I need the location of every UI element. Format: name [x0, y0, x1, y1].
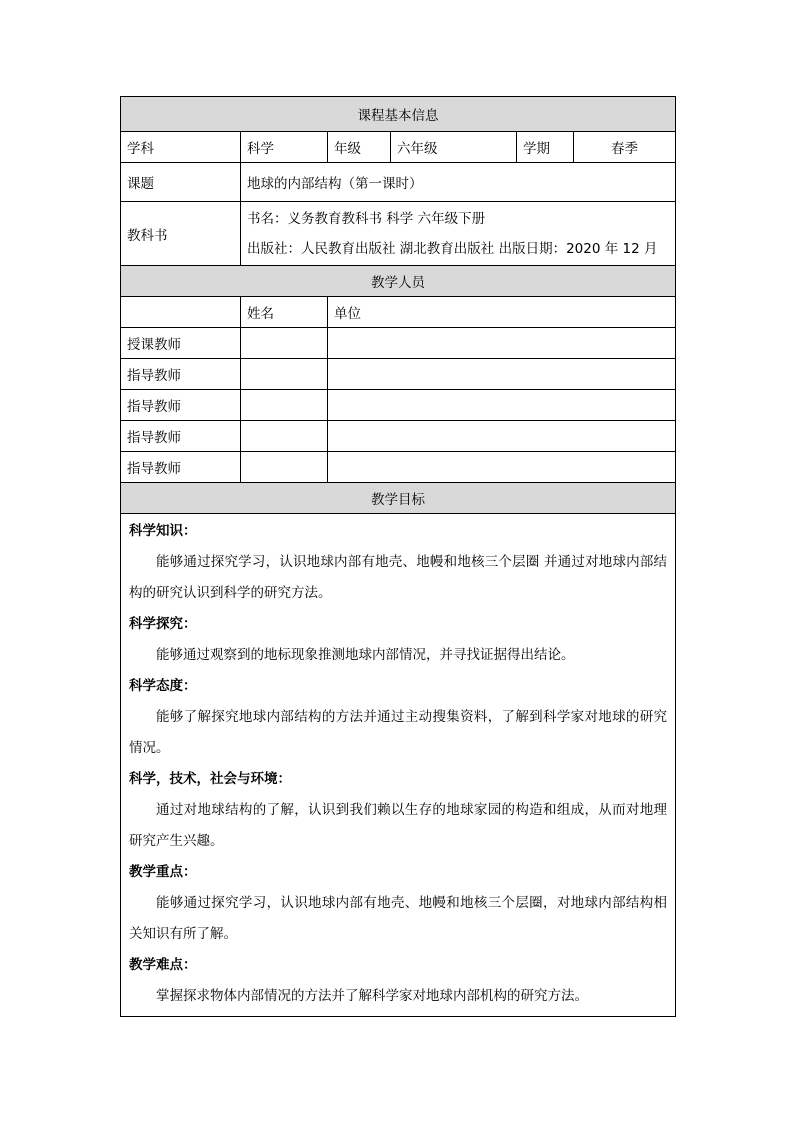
- staff-header: 教学人员: [121, 266, 676, 297]
- goal-section-title: 教学重点：: [129, 864, 197, 880]
- staff-row: [121, 359, 676, 390]
- staff-name-col-header: 姓名: [241, 297, 328, 328]
- staff-role: 指导教师: [121, 421, 241, 452]
- staff-role-col-header: [121, 297, 241, 328]
- topic-label: 课题: [121, 163, 241, 202]
- staff-row: [121, 421, 676, 452]
- goal-section-title: 科学态度：: [129, 678, 197, 694]
- goal-section-text: 能够通过观察到的地标现象推测地球内部情况，并寻找证据得出结论。: [156, 647, 575, 663]
- goal-section-text: 能够了解探究地球内部结构的方法并通过主动搜集资料，了解到科学家对地球的研究情况。: [129, 709, 668, 756]
- staff-unit-col-header: 单位: [328, 297, 676, 328]
- topic-value: 地球的内部结构（第一课时）: [241, 163, 676, 202]
- lesson-plan-page: [120, 96, 675, 1017]
- staff-role: 授课教师: [121, 328, 241, 359]
- term-value: 春季: [574, 132, 676, 163]
- grade-value: 六年级: [391, 132, 517, 163]
- goals-header: 教学目标: [121, 483, 676, 514]
- textbook-info: [241, 202, 676, 266]
- goal-section-text: 掌握探求物体内部情况的方法并了解科学家对地球内部机构的研究方法。: [156, 988, 588, 1004]
- goal-section-title: 科学知识：: [129, 523, 197, 539]
- basic-info-header: 课程基本信息: [121, 97, 676, 132]
- staff-unit: [328, 390, 676, 421]
- goal-section-title: 教学难点：: [129, 957, 197, 973]
- staff-role: 指导教师: [121, 452, 241, 483]
- staff-role: 指导教师: [121, 359, 241, 390]
- goal-section-title: 科学探究：: [129, 616, 197, 632]
- textbook-label: 教科书: [121, 202, 241, 266]
- goal-section-text: 通过对地球结构的了解，认识到我们赖以生存的地球家园的构造和组成，从而对地理研究产生兴趣。: [129, 802, 668, 849]
- staff-row: [121, 452, 676, 483]
- staff-name: [241, 328, 328, 359]
- goal-section-text: 能够通过探究学习，认识地球内部有地壳、地幔和地核三个层圈，对地球内部结构相关知识有所了解。: [129, 895, 668, 942]
- subject-label: 学科: [121, 132, 241, 163]
- staff-name: [241, 359, 328, 390]
- staff-name: [241, 452, 328, 483]
- goals-content: [121, 514, 676, 1017]
- staff-unit: [328, 421, 676, 452]
- staff-name: [241, 390, 328, 421]
- term-label: 学期: [517, 132, 574, 163]
- goal-section-text: 能够通过探究学习，认识地球内部有地壳、地幔和地核三个层圈 并通过对地球内部结构的研究认识到科学的研究方法。: [129, 554, 668, 601]
- goal-section-title: 科学，技术，社会与环境：: [129, 771, 291, 787]
- staff-row: [121, 328, 676, 359]
- subject-value: 科学: [241, 132, 328, 163]
- lesson-info-table: [120, 96, 676, 1017]
- textbook-publisher: 出版社：人民教育出版社 湖北教育出版社 出版日期：2020 年 12 月: [247, 240, 658, 257]
- staff-name: [241, 421, 328, 452]
- textbook-title: 书名：义务教育教科书 科学 六年级下册: [247, 210, 486, 227]
- staff-unit: [328, 452, 676, 483]
- staff-unit: [328, 328, 676, 359]
- staff-unit: [328, 359, 676, 390]
- grade-label: 年级: [328, 132, 391, 163]
- staff-role: 指导教师: [121, 390, 241, 421]
- staff-row: [121, 390, 676, 421]
